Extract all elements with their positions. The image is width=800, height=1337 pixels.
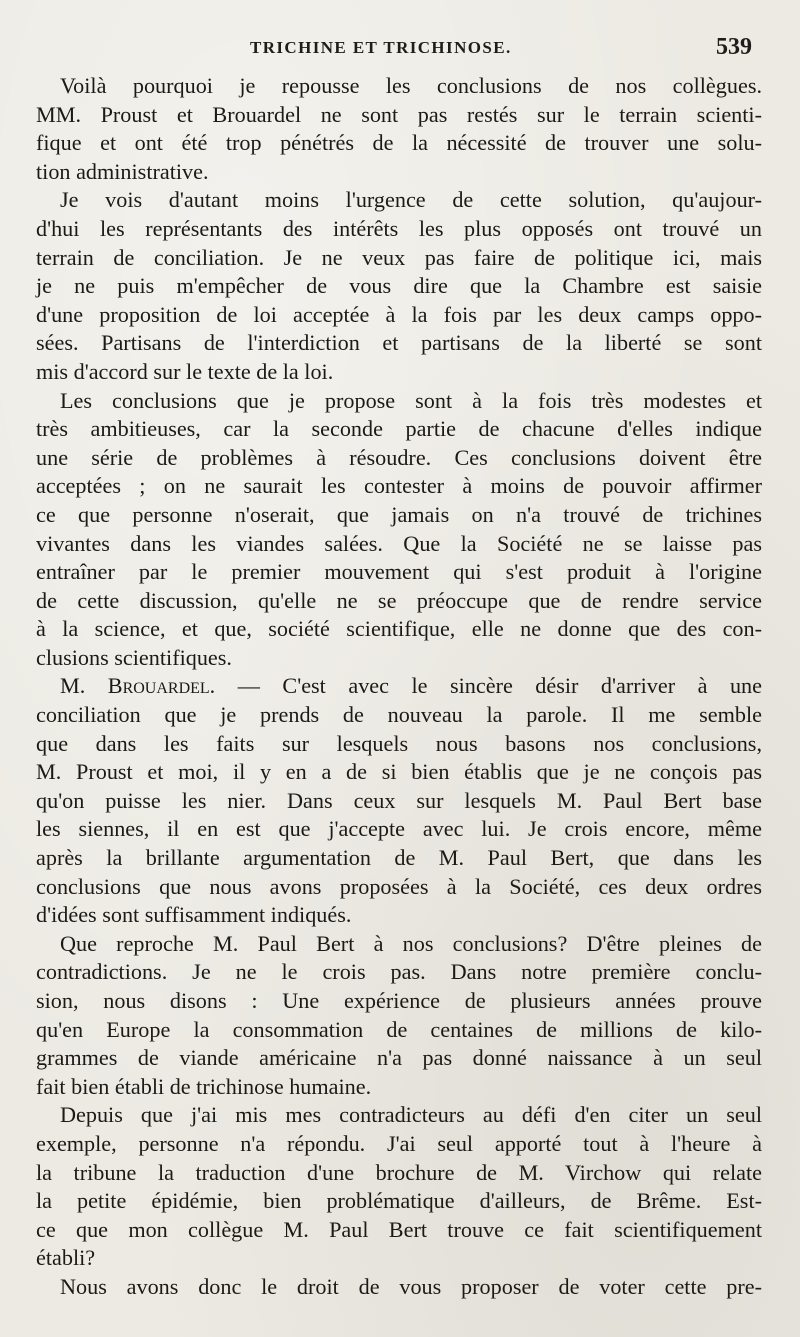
text-line <box>36 1101 762 1130</box>
text-line <box>36 1044 762 1073</box>
text-line <box>36 129 762 158</box>
line-text: — C'est avec le sincère désir d'arriver à une <box>215 673 762 699</box>
line-text: la tribune la traduction d'une brochure de M. Virchow qui relate <box>36 1159 762 1185</box>
text-line <box>36 215 762 244</box>
line-text: très ambitieuses, car la seconde partie de chacune d'elles indique <box>36 416 762 442</box>
line-text: grammes de viande américaine n'a pas donné naissance à un seul <box>36 1045 762 1071</box>
text-line <box>36 730 762 759</box>
body-text <box>36 72 762 1302</box>
line-text: les siennes, il en est que j'accepte avec lui. Je crois encore, même <box>36 816 762 842</box>
line-text: d'une proposition de loi acceptée à la fois par les deux camps oppo- <box>36 301 762 327</box>
line-text: établi? <box>36 1245 96 1271</box>
text-line <box>36 758 762 787</box>
line-text: Les conclusions que je propose sont à la fois très modestes et <box>60 387 762 413</box>
text-line <box>36 244 762 273</box>
text-line <box>36 530 762 559</box>
text-line <box>36 1130 762 1159</box>
line-text: exemple, personne n'a répondu. J'ai seul apporté tout à l'heure à <box>36 1130 762 1156</box>
line-text: tion administrative. <box>36 158 209 184</box>
line-text: qu'on puisse les nier. Dans ceux sur lesquels M. Paul Bert base <box>36 787 762 813</box>
text-line <box>36 72 762 101</box>
line-text: terrain de conciliation. Je ne veux pas faire de politique ici, mais <box>36 244 762 270</box>
text-line <box>36 615 762 644</box>
text-line <box>36 444 762 473</box>
line-text: à la science, et que, société scientifique, elle ne donne que des con- <box>36 616 762 642</box>
line-text: d'hui les représentants des intérêts les plus opposés ont trouvé un <box>36 215 762 241</box>
text-line <box>36 472 762 501</box>
text-line <box>36 501 762 530</box>
text-line <box>36 329 762 358</box>
line-text: après la brillante argumentation de M. Paul Bert, que dans les <box>36 845 762 871</box>
text-line <box>36 815 762 844</box>
line-text: Nous avons donc le droit de vous proposer de voter cette pre- <box>60 1273 762 1299</box>
line-text: conclusions que nous avons proposées à la Société, ces deux ordres <box>36 873 762 899</box>
line-text: Je vois d'autant moins l'urgence de cette solution, qu'aujour- <box>60 187 762 213</box>
text-line <box>36 873 762 902</box>
text-line <box>36 1073 762 1102</box>
line-text: d'idées sont suffisamment indiqués. <box>36 902 352 928</box>
text-line <box>36 901 762 930</box>
line-text: Depuis que j'ai mis mes contradicteurs au défi d'en citer un seul <box>60 1102 762 1128</box>
line-text: MM. Proust et Brouardel ne sont pas restés sur le terrain scienti- <box>36 101 762 127</box>
text-line <box>36 415 762 444</box>
text-line <box>36 930 762 959</box>
line-text: Voilà pourquoi je repousse les conclusions de nos collègues. <box>60 73 762 98</box>
line-text: la petite épidémie, bien problématique d'ailleurs, de Brême. Est- <box>36 1188 762 1214</box>
text-line <box>36 186 762 215</box>
line-text: conciliation que je prends de nouveau la parole. Il me semble <box>36 702 762 728</box>
text-line <box>36 272 762 301</box>
text-line <box>36 587 762 616</box>
text-line <box>36 844 762 873</box>
line-text: vivantes dans les viandes salées. Que la Société ne se laisse pas <box>36 530 762 556</box>
text-line <box>36 387 762 416</box>
line-text: acceptées ; on ne saurait les contester à moins de pouvoir affirmer <box>36 473 762 499</box>
line-text: clusions scientifiques. <box>36 644 232 670</box>
text-line <box>36 101 762 130</box>
text-line <box>36 158 762 187</box>
line-text: Que reproche M. Paul Bert à nos conclusions? D'être pleines de <box>60 930 762 956</box>
line-text: sées. Partisans de l'interdiction et partisans de la liberté se sont <box>36 330 762 356</box>
text-line <box>36 644 762 673</box>
line-text: mis d'accord sur le texte de la loi. <box>36 358 334 384</box>
text-line <box>36 787 762 816</box>
text-line <box>36 1159 762 1188</box>
text-line <box>36 558 762 587</box>
text-line <box>36 1187 762 1216</box>
line-text: contradictions. Je ne le crois pas. Dans notre première conclu- <box>36 959 762 985</box>
line-text: de cette discussion, qu'elle ne se préoccupe que de rendre service <box>36 587 762 613</box>
line-text: sion, nous disons : Une expérience de plusieurs années prouve <box>36 988 762 1013</box>
text-line <box>36 1016 762 1045</box>
line-text: qu'en Europe la consommation de centaines de millions de kilo- <box>36 1016 762 1042</box>
text-line <box>36 1244 762 1273</box>
line-text: ce que personne n'oserait, que jamais on n'a trouvé de trichines <box>36 501 762 527</box>
running-title: TRICHINE ET TRICHINOSE. <box>250 38 512 57</box>
text-line <box>36 1216 762 1245</box>
page-number: 539 <box>716 34 752 60</box>
line-text: M. Proust et moi, il y en a de si bien établis que je ne conçois pas <box>36 759 762 785</box>
line-text: fait bien établi de trichinose humaine. <box>36 1073 372 1099</box>
text-line <box>36 358 762 387</box>
line-text: ce que mon collègue M. Paul Bert trouve ce fait scientifiquement <box>36 1216 762 1242</box>
text-line <box>36 958 762 987</box>
text-line <box>36 672 762 701</box>
line-text: une série de problèmes à résoudre. Ces conclusions doivent être <box>36 444 762 470</box>
line-text: fique et ont été trop pénétrés de la nécessité de trouver une solu- <box>36 130 762 156</box>
text-line <box>36 987 762 1016</box>
running-head <box>0 34 800 62</box>
text-line <box>36 301 762 330</box>
speaker-name: M. Brouardel. <box>60 673 216 699</box>
line-text: que dans les faits sur lesquels nous basons nos conclusions, <box>36 730 762 756</box>
text-line <box>36 701 762 730</box>
line-text: je ne puis m'empêcher de vous dire que la Chambre est saisie <box>36 273 762 299</box>
line-text: entraîner par le premier mouvement qui s'est produit à l'origine <box>36 559 762 585</box>
text-line <box>36 1273 762 1302</box>
